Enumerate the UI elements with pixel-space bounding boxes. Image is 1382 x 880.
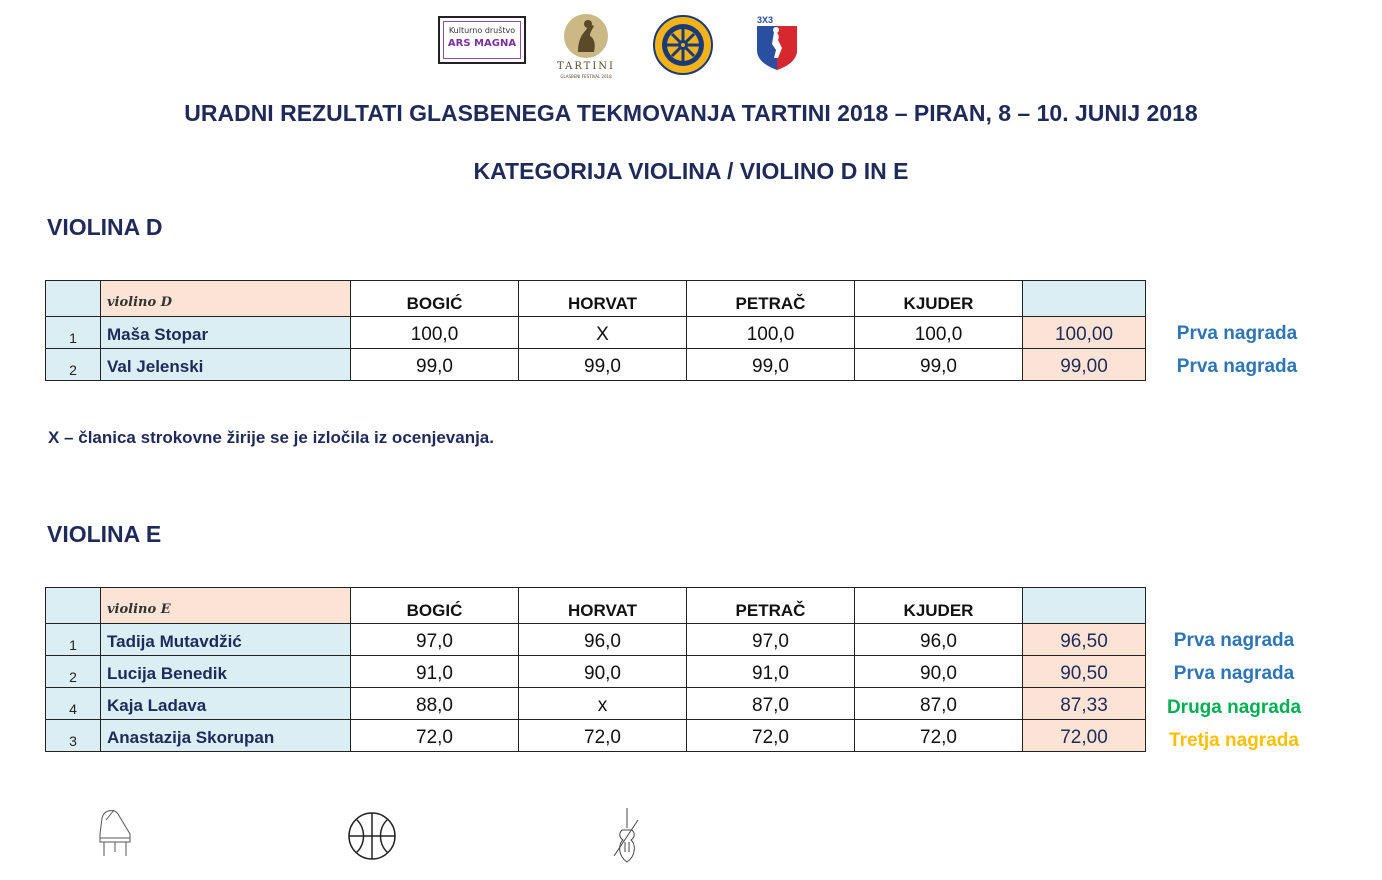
header-judge: PETRAČ xyxy=(687,281,855,317)
score-cell: 91,0 xyxy=(351,656,519,688)
basketball-icon xyxy=(346,806,398,866)
contestant-name: Maša Stopar xyxy=(101,317,351,349)
score-cell: 87,0 xyxy=(687,688,855,720)
contestant-name: Anastazija Skorupan xyxy=(101,720,351,752)
award-label: Prva nagrada xyxy=(1176,323,1298,344)
award-label: Prva nagrada xyxy=(1173,630,1295,651)
contestant-name: Kaja Ladava xyxy=(101,688,351,720)
average-score: 90,50 xyxy=(1023,656,1146,688)
table-row xyxy=(46,720,1146,752)
score-cell: 99,0 xyxy=(351,349,519,381)
page-subtitle: KATEGORIJA VIOLINA / VIOLINO D IN E xyxy=(473,158,909,184)
header-num-cell xyxy=(46,588,101,624)
table-row xyxy=(46,624,1146,656)
award-label: Druga nagrada xyxy=(1166,697,1302,718)
header-num-cell xyxy=(46,281,101,317)
svg-text:3X3: 3X3 xyxy=(757,15,774,25)
section-heading-d: VIOLINA D xyxy=(47,214,163,240)
header-avg-cell xyxy=(1023,281,1146,317)
row-num: 4 xyxy=(46,688,101,720)
table-header-row xyxy=(46,588,1146,624)
row-num: 3 xyxy=(46,720,101,752)
results-table-d xyxy=(45,280,1146,381)
violin-icon xyxy=(612,806,642,870)
note-text: X – članica strokovne žirije se je izločila iz ocenjevanja. xyxy=(48,428,494,447)
header-avg-cell xyxy=(1023,588,1146,624)
score-cell: 72,0 xyxy=(351,720,519,752)
award-label: Prva nagrada xyxy=(1173,663,1295,684)
tartini-name: TARTINI xyxy=(556,61,616,72)
score-cell: 90,0 xyxy=(855,656,1023,688)
row-num: 1 xyxy=(46,624,101,656)
score-cell: 72,0 xyxy=(855,720,1023,752)
contestant-name: Tadija Mutavdžić xyxy=(101,624,351,656)
logo-strip xyxy=(0,8,1382,79)
piano-icon xyxy=(94,806,138,864)
average-score: 99,00 xyxy=(1023,349,1146,381)
score-cell: 99,0 xyxy=(687,349,855,381)
contestant-name: Lucija Benedik xyxy=(101,656,351,688)
ars-magna-top-text: Kulturno društvo xyxy=(448,26,516,35)
table-row xyxy=(46,317,1146,349)
header-judge: BOGIĆ xyxy=(351,588,519,624)
ars-magna-name: ARS MAGNA xyxy=(447,38,517,49)
results-table-e xyxy=(45,587,1146,752)
average-score: 72,00 xyxy=(1023,720,1146,752)
score-cell: 97,0 xyxy=(687,624,855,656)
row-num: 1 xyxy=(46,317,101,349)
table-row xyxy=(46,688,1146,720)
3x3-basketball-icon xyxy=(754,14,800,76)
score-cell: 87,0 xyxy=(855,688,1023,720)
score-cell: 72,0 xyxy=(519,720,687,752)
score-cell: 100,0 xyxy=(687,317,855,349)
score-cell: 90,0 xyxy=(519,656,687,688)
table-row xyxy=(46,349,1146,381)
score-cell: 96,0 xyxy=(855,624,1023,656)
tartini-subtext: GLASBENI FESTIVAL 2018 xyxy=(560,74,612,79)
section-heading-e: VIOLINA E xyxy=(47,521,162,547)
header-judge: PETRAČ xyxy=(687,588,855,624)
row-num: 2 xyxy=(46,656,101,688)
header-judge: BOGIĆ xyxy=(351,281,519,317)
table-row xyxy=(46,656,1146,688)
score-cell: 100,0 xyxy=(351,317,519,349)
header-judge: KJUDER xyxy=(855,281,1023,317)
page-title: URADNI REZULTATI GLASBENEGA TEKMOVANJA TARTINI 2018 – PIRAN, 8 – 10. JUNIJ 2018 xyxy=(184,100,1198,126)
average-score: 96,50 xyxy=(1023,624,1146,656)
score-cell: 88,0 xyxy=(351,688,519,720)
score-cell: 91,0 xyxy=(687,656,855,688)
rotary-wheel-icon xyxy=(652,14,714,80)
score-cell: 72,0 xyxy=(687,720,855,752)
header-category-label: violino D xyxy=(101,281,351,317)
score-cell: 100,0 xyxy=(855,317,1023,349)
score-cell: 99,0 xyxy=(855,349,1023,381)
contestant-name: Val Jelenski xyxy=(101,349,351,381)
header-judge: KJUDER xyxy=(855,588,1023,624)
tartini-logo xyxy=(548,12,624,79)
tartini-emblem-icon xyxy=(548,12,624,60)
score-cell: 96,0 xyxy=(519,624,687,656)
row-num: 2 xyxy=(46,349,101,381)
table-header-row xyxy=(46,281,1146,317)
score-cell: 99,0 xyxy=(519,349,687,381)
score-cell: x xyxy=(519,688,687,720)
average-score: 87,33 xyxy=(1023,688,1146,720)
score-cell: X xyxy=(519,317,687,349)
ars-magna-logo xyxy=(438,16,526,64)
header-category-label: violino E xyxy=(101,588,351,624)
award-label: Tretja nagrada xyxy=(1169,730,1299,751)
header-judge: HORVAT xyxy=(519,588,687,624)
header-judge: HORVAT xyxy=(519,281,687,317)
score-cell: 97,0 xyxy=(351,624,519,656)
award-label: Prva nagrada xyxy=(1176,356,1298,377)
average-score: 100,00 xyxy=(1023,317,1146,349)
